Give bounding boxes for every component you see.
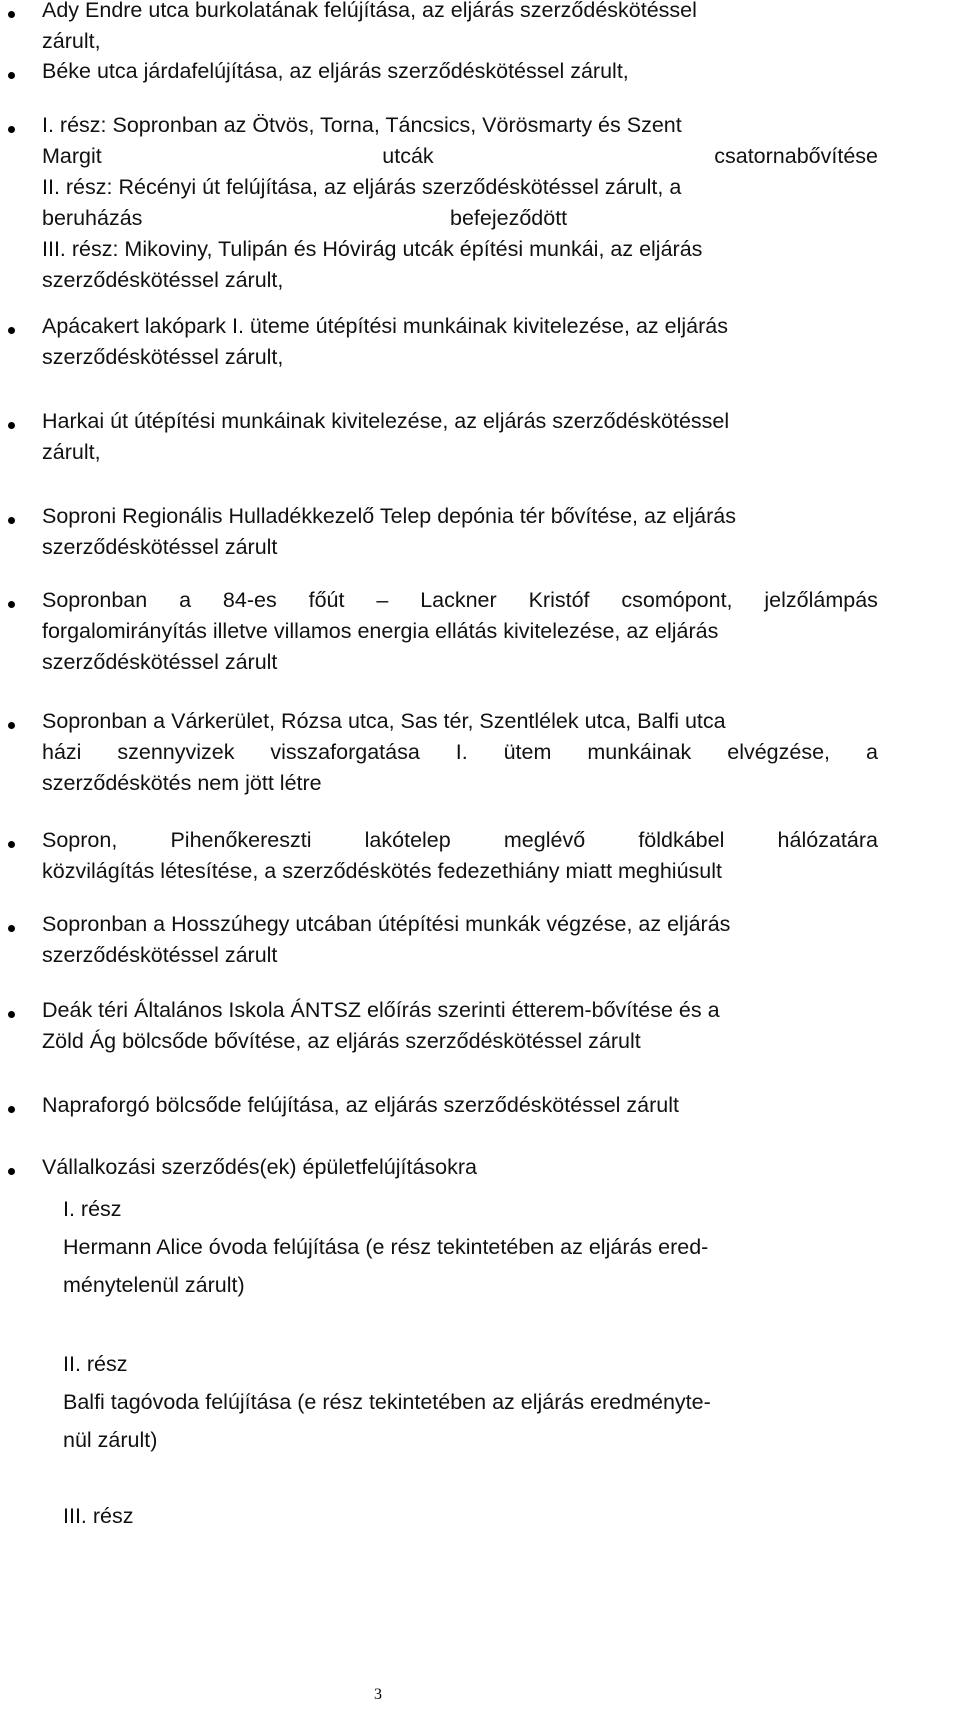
subpart xyxy=(63,1345,878,1459)
item-line: Harkai út útépítési munkáinak kivitelezése, az eljárás szerződéskötéssel xyxy=(42,409,730,433)
item-line: szerződéskötéssel zárult xyxy=(42,943,278,967)
subpart xyxy=(63,1497,878,1535)
item-line: Napraforgó bölcsőde felújítása, az eljárás szerződéskötéssel zárult xyxy=(42,1093,679,1117)
item-line-justified: Sopron, Pihenőkereszti lakótelep meglévő földkábel hálózatára xyxy=(42,828,878,852)
subpart-line: Hermann Alice óvoda felújítása (e rész tekintetében az eljárás ered- xyxy=(63,1235,709,1259)
subpart-line: nül zárult) xyxy=(63,1428,158,1452)
bullet-icon xyxy=(8,722,15,729)
item-line: Vállalkozási szerződés(ek) épületfelújításokra xyxy=(42,1155,477,1179)
bullet-icon xyxy=(8,925,15,932)
item-word: Margit xyxy=(42,144,102,168)
list-item xyxy=(42,406,878,468)
bullet-icon xyxy=(8,1168,15,1175)
subpart-heading: III. rész xyxy=(63,1504,134,1528)
item-line: Deák téri Általános Iskola ÁNTSZ előírás szerinti étterem-bővítése és a xyxy=(42,998,720,1022)
item-line: szerződéskötéssel zárult, xyxy=(42,268,284,292)
list-item xyxy=(42,995,878,1057)
item-line: zárult, xyxy=(42,29,101,53)
item-line: szerződéskötés nem jött létre xyxy=(42,771,322,795)
list-item xyxy=(42,1152,878,1183)
item-line: Sopronban a Várkerület, Rózsa utca, Sas tér, Szentlélek utca, Balfi utca xyxy=(42,709,726,733)
list-item xyxy=(42,825,878,887)
item-line: szerződéskötéssel zárult, xyxy=(42,345,284,369)
subpart-line: ménytelenül zárult) xyxy=(63,1273,245,1297)
item-line: II. rész: Récényi út felújítása, az eljárás szerződéskötéssel zárult, a xyxy=(42,175,682,199)
list-item xyxy=(42,1090,878,1121)
item-line: III. rész: Mikoviny, Tulipán és Hóvirág utcák építési munkái, az eljárás xyxy=(42,237,703,261)
item-line-justified xyxy=(42,141,878,172)
bullet-icon xyxy=(8,327,15,334)
item-line: közvilágítás létesítése, a szerződéskötés fedezethiány miatt meghiúsult xyxy=(42,859,722,883)
list-item xyxy=(42,909,878,971)
list-item xyxy=(42,706,878,799)
item-line: I. rész: Sopronban az Ötvös, Torna, Táncsics, Vörösmarty és Szent xyxy=(42,113,682,137)
item-line: Sopronban a Hosszúhegy utcában útépítési munkák végzése, az eljárás xyxy=(42,912,731,936)
bullet-icon xyxy=(8,517,15,524)
item-line-justified: Sopronban a 84-es főút – Lackner Kristóf csomópont, jelzőlámpás xyxy=(42,588,878,612)
subpart xyxy=(63,1190,878,1304)
item-line: szerződéskötéssel zárult xyxy=(42,650,278,674)
bullet-icon xyxy=(8,422,15,429)
list-item xyxy=(42,0,878,57)
item-line: forgalomirányítás illetve villamos energia ellátás kivitelezése, az eljárás xyxy=(42,619,719,643)
list-item xyxy=(42,501,878,563)
list-item xyxy=(42,311,878,373)
item-line-justified xyxy=(42,203,878,234)
subpart-heading: I. rész xyxy=(63,1197,122,1221)
item-line: Zöld Ág bölcsőde bővítése, az eljárás szerződéskötéssel zárult xyxy=(42,1029,641,1053)
item-line: Soproni Regionális Hulladékkezelő Telep depónia tér bővítése, az eljárás xyxy=(42,504,737,528)
subpart-line: Balfi tagóvoda felújítása (e rész tekintetében az eljárás eredményte- xyxy=(63,1390,711,1414)
bullet-icon xyxy=(8,601,15,608)
bullet-icon xyxy=(8,126,15,133)
item-word: befejeződött xyxy=(450,206,568,230)
item-line: zárult, xyxy=(42,440,101,464)
bullet-icon xyxy=(8,1011,15,1018)
item-line-justified: házi szennyvizek visszaforgatása I. ütem munkáinak elvégzése, a xyxy=(42,740,878,764)
page-number: 3 xyxy=(374,1686,382,1703)
list-item xyxy=(42,56,878,87)
subpart-heading: II. rész xyxy=(63,1352,128,1376)
bullet-icon xyxy=(8,1106,15,1113)
item-word: beruházás xyxy=(42,206,143,230)
bullet-icon xyxy=(8,841,15,848)
item-word: utcák xyxy=(382,144,434,168)
list-item xyxy=(42,585,878,678)
item-line: szerződéskötéssel zárult xyxy=(42,535,278,559)
list-item xyxy=(42,110,878,296)
item-line: Béke utca járdafelújítása, az eljárás szerződéskötéssel zárult, xyxy=(42,59,629,83)
item-line: Apácakert lakópark I. üteme útépítési munkáinak kivitelezése, az eljárás xyxy=(42,314,728,338)
bullet-icon xyxy=(8,72,15,79)
bullet-icon xyxy=(8,11,15,18)
item-line: Ady Endre utca burkolatának felújítása, az eljárás szerződéskötéssel xyxy=(42,0,697,22)
item-word: csatornabővítése xyxy=(714,144,878,168)
